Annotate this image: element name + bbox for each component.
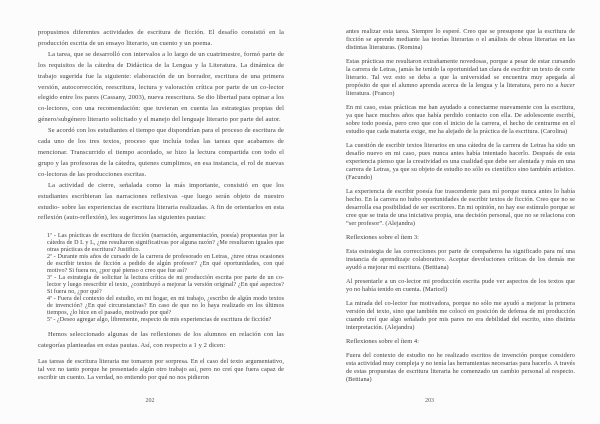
right-page	[346, 28, 575, 390]
student-quote-bettiana-1: Esta estrategia de las correcciones por parte de compañeros ha significado para mí una instancia de aprendizaje colaborativo. Aceptar devoluciones críticas de los demás me ayudó a mejorar mi escritura. (Bettiana)	[346, 248, 575, 271]
student-quote-bettiana-2: Fuera del contexto de estudio no he realizado escritos de invención porque considero esta actividad muy compleja y no tenía las herramientas necesarias para hacerlo. A través de estas propuestas de escritura literaria he comenzado un cambio personal al respecto. (Bettiana)	[346, 352, 575, 383]
paragraph-continuation: propusimos diferentes actividades de escritura de ficción. El desafío consistió en la producción escrita de un ensayo literario, un cuento y un poema.	[38, 29, 284, 47]
page-number-right: 203	[425, 398, 434, 404]
guideline-item-1: 1ª - Las prácticas de escritura de ficción (narración, argumentación, poesía) propuestas por la cátedra de D L y L, ¿me resultaron significativas por alguna razón? ¿Me resultaron iguales que otras prácticas de escritura? Justifico.	[47, 233, 284, 254]
paragraph-task: La tarea, que se desarrolló con intervalos a lo largo de un cuatrimestre, formó parte de los requisitos de la cátedra de Didáctica de la Lengua y la Literatura. La dinámica de trabajo sugerida fue la siguiente: elaboración de un borrador, escritura de una primera versión, autocorrección, reescritura, lectura y valoración crítica por parte de un co-lector elegido entre los pares (Cassany, 2003), nueva reescritura. Se dio libertad para opinar a los co-lectores, con una recomendación: que tuvieran en cuenta las estrategias propias del género/subgénero literario solicitado y el manejo del lenguaje literario por parte del autor.	[38, 50, 284, 124]
student-quote-alejandra-1: La experiencia de escribir poesía fue trascendente para mí porque nunca antes lo había hecho. En la carrera no hubo oportunidades de escribir textos de ficción. Creo que no se desarrolla esa posibilidad de ser escritores. En mi opinión, no hay ese estímulo porque se cree que se trata de una iniciativa propia, una decisión personal, que no se relaciona con “ser profesor”. (Alejandra)	[346, 188, 575, 227]
section-heading-item3: Reflexiones sobre el ítem 3:	[346, 234, 419, 241]
student-quote-facundo: La cuestión de escribir textos literarios en una cátedra de la carrera de Letras ha sido un desafío nuevo en mi caso, pues nunca antes había intentado hacerlo. Después de esta experiencia pienso que la creatividad es una cualidad que debe ser alentada y más en una carrera de Letras, ya que su objeto de estudio no sólo es científico sino también artístico. (Facundo)	[346, 142, 575, 181]
page-number-left: 202	[145, 398, 155, 404]
paragraph-agreement: Se acordó con los estudiantes el tiempo que dispondrían para el proceso de escritura de cada uno de los tres textos, proceso que incluía todas las tareas que acabamos de mencionar. Transcurrido el tiempo acordado, se hizo la lectura compartida con todo el grupo y las profesoras de la cátedra, quienes cumplimos, en esa instancia, el rol de nuevas co-lectoras de las producciones escritas.	[38, 127, 284, 178]
student-quote-maricel: Al presentarle a un co-lector mi producción escrita pude ver aspectos de los textos que yo no había tenido en cuenta. (Maricel)	[346, 278, 575, 293]
student-quote-franco	[346, 58, 575, 98]
guideline-item-2: 2ª - Durante mis años de cursado de la carrera de profesorado en Letras, ¿tuve otras ocasiones de escribir textos de ficción a pedido de algún profesor? ¿En qué oportunidades, con qué motivo? Si fuera no, ¿por qué pienso o creo que fue así?	[47, 254, 284, 275]
quote-franco-text: Estas prácticas me resultaron extrañamente novedosas, porque a pesar de estar cursando la carrera de Letras, jamás he tenido la oportunidad tan clara de escribir un texto de corte literario. Tal vez esto se deba a que la universidad se encuentra muy apegada al propósito de que el alumno aprenda acerca de la lengua y la literatura, pero no a	[346, 58, 575, 89]
section-heading-item4: Reflexiones sobre el ítem 4:	[346, 338, 419, 345]
guideline-item-3: 3ª - La estrategia de solicitar la lectura crítica de mi producción escrita por parte de un co-lector y luego reescribir el texto, ¿contribuyó a mejorar la versión original? ¿En qué aspectos? Si fuera no, ¿por qué?	[47, 275, 284, 296]
quote-franco-text-end: literatura. (Franco)	[346, 90, 395, 97]
paragraph-closing-activity: La actividad de cierre, señalada como la más importante, consistió en que los estudiantes escribieran las narraciones reflexivas -que luego serán objeto de nuestro estudio- sobre las experiencias de escritura literaria realizadas. A fin de orientarlos en esta reflexión (auto-reflexión), les sugerimos las siguientes pautas:	[38, 181, 284, 222]
quote-franco-italic-word: hacer	[560, 82, 575, 89]
student-quote-romina: antes realizar esta tarea. Siempre lo esperé. Creo que se presupone que la escritura de ficción se aprende mediante las teorías literarias o el análisis de obras literarias en las distintas literaturas. (Romina)	[346, 28, 575, 51]
student-quote-alejandra-2: La mirada del co-lector fue motivadora, porque no sólo me ayudó a mejorar la primera versión del texto, sino que también me colocó en posición de defensa de mi producción cuando creí que algo señalado por mis pares no era debilidad del escrito, sino distinta interpretación. (Alejandra)	[346, 300, 575, 331]
student-quote-carolina: En mi caso, estas prácticas me han ayudado a conectarme nuevamente con la escritura, ya que hace muchos años que había perdido contacto con ella. De adolescente escribí, sobre todo poesía, pero creo que con el inicio de la carrera, el hecho de centrarme en el estudio que cada materia exige, me ha alejado de la práctica de la escritura. (Carolina)	[346, 104, 575, 135]
left-page	[38, 28, 284, 382]
guideline-list	[38, 233, 284, 324]
student-quote-anonymous: Las tareas de escritura literaria me tomaron por sorpresa. En el caso del texto argumentativo, tal vez no tanto porque he presentado algún otro trabajo así, pero no creí que fuera capaz de escribir un cuento. La verdad, no entiendo por qué no nos pidieron	[38, 358, 284, 382]
guideline-item-4: 4ª - Fuera del contexto del estudio, en mi hogar, en mi trabajo, ¿escribo de algún modo textos de invención? ¿En qué circunstancias? En caso de que no lo haya realizado en los últimos tiempos, ¿lo hice en el pasado, motivado por qué?	[47, 296, 284, 317]
paragraph-selection-intro: Hemos seleccionado algunas de las reflexiones de los alumnos en relación con las categorías planteadas en estas pautas. Así, con respecto a 1 y 2 dicen:	[38, 331, 284, 350]
guideline-item-5: 5ª - ¿Deseo agregar algo, libremente, respecto de mis experiencias de escritura de ficción?	[47, 317, 272, 324]
